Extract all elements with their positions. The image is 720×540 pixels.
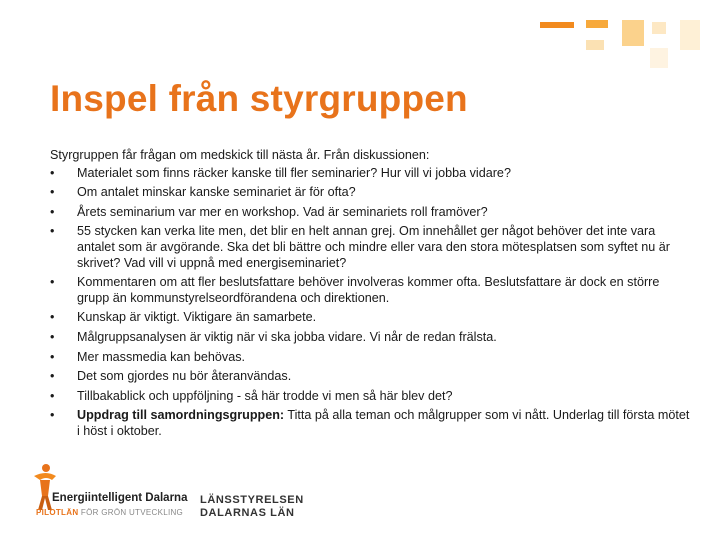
logo-tagline: PILOTLÄN FÖR GRÖN UTVECKLING (36, 508, 184, 517)
bullet-icon: • (50, 329, 55, 344)
decorative-square (622, 20, 644, 46)
decorative-square (586, 40, 604, 50)
logo-name: Energiintelligent Dalarna (52, 492, 188, 504)
lansstyrelsen-logo (200, 494, 310, 524)
bullet-text: 55 stycken kan verka lite men, det blir en helt annan grej. Om innehållet ger något behöver det inte vara antalet som är avgörande. Ska det bli bättre och mindre eller vara den stora mötesplatsen som syftet nu är skrivet? Vad vill vi uppnå med energiseminariet? (77, 224, 670, 270)
bullet-list (50, 166, 690, 440)
bullet-icon: • (50, 388, 55, 403)
bullet-item (50, 205, 690, 221)
bullet-text: Kunskap är viktigt. Viktigare än samarbete. (77, 310, 317, 325)
bullet-icon: • (50, 165, 55, 180)
bullet-icon: • (50, 310, 55, 325)
logo-line-2: DALARNAS LÄN (200, 507, 295, 519)
bullet-text: Årets seminarium var mer en workshop. Vad är seminariets roll framöver? (77, 204, 488, 219)
bullet-text: Mer massmedia kan behövas. (77, 349, 245, 364)
slide-body (50, 148, 690, 444)
decorative-square (652, 22, 666, 34)
bullet-item (50, 330, 690, 346)
bullet-text: Målgruppsanalysen är viktig när vi ska jobba vidare. Vi når de redan frälsta. (77, 329, 497, 344)
intro-text: Styrgruppen får frågan om medskick till nästa år. Från diskussionen: (50, 148, 430, 162)
bullet-text: Titta på alla teman och målgrupper som vi nått. Underlag till första mötet i höst i oktober. (77, 408, 690, 438)
dalahorse-figure-icon (26, 462, 62, 512)
bullet-text: Om antalet minskar kanske seminariet är för ofta? (77, 185, 356, 200)
decorative-square (650, 48, 668, 68)
bullet-icon: • (50, 369, 55, 384)
bullet-item (50, 350, 690, 366)
bullet-text: Materialet som finns räcker kanske till fler seminarier? Hur vill vi jobba vidare? (77, 165, 511, 180)
bullet-icon: • (50, 204, 55, 219)
bullet-icon: • (50, 224, 55, 239)
bullet-item (50, 185, 690, 201)
bullet-icon: • (50, 349, 55, 364)
slide-title: Inspel från styrgruppen (50, 78, 468, 119)
bullet-bold-text: Uppdrag till samordningsgruppen: (77, 408, 285, 423)
bullet-text: Kommentaren om att fler beslutsfattare behöver involveras kommer ofta. Beslutsfattare är dock en större grupp än kommunstyrelseordförandena och direktionen. (77, 275, 660, 305)
bullet-item (50, 224, 690, 271)
bullet-item (50, 389, 690, 405)
bullet-item (50, 369, 690, 385)
decorative-square (680, 20, 700, 50)
energiintelligent-dalarna-logo (26, 462, 196, 522)
bullet-icon: • (50, 408, 55, 423)
bullet-item (50, 166, 690, 182)
decorative-orange-bar (540, 22, 574, 28)
decorative-square (586, 20, 608, 28)
bullet-item (50, 275, 690, 306)
bullet-icon: • (50, 275, 55, 290)
bullet-item (50, 310, 690, 326)
bullet-item (50, 408, 690, 439)
bullet-text: Tillbakablick och uppföljning - så här trodde vi men så här blev det? (77, 388, 453, 403)
logo-line-1: LÄNSSTYRELSEN (200, 494, 304, 506)
bullet-icon: • (50, 185, 55, 200)
bullet-text: Det som gjordes nu bör återanvändas. (77, 369, 292, 384)
